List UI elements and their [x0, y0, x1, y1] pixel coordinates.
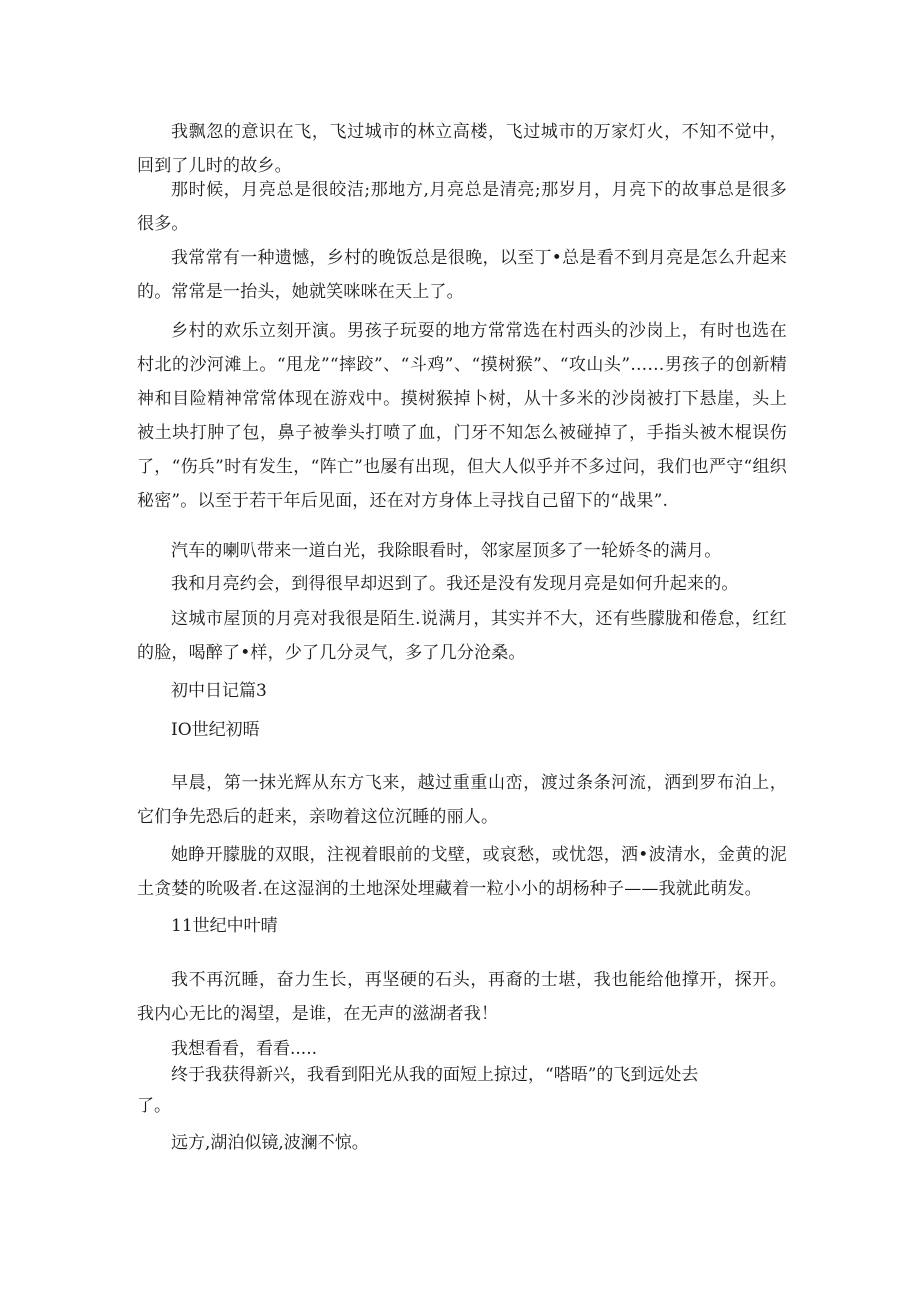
section-1-title: IO世纪初晤 — [171, 720, 260, 740]
paragraph-1: 我飘忽的意识在飞，飞过城市的林立高楼，飞过城市的万家灯火，不知不觉中，回到了儿时的故乡。 — [137, 122, 787, 176]
line-continuation: 了。 — [137, 1096, 171, 1116]
paragraph-3: 我常常有一种遗憾，乡村的晚饭总是很晚，以至丁•总是看不到月亮是怎么升起来的。常常是一抬头，她就笑咪咪在天上了。 — [137, 248, 787, 302]
paragraph-4: 乡村的欢乐立刻开演。男孩子玩耍的地方常常选在村西头的沙岗上，有时也选在村北的沙河滩上。“甩龙”“摔跤”、“斗鸡”、“摸树猴”、“攻山头”……男孩子的创新精神和目险精神常常体现在游戏中。摸树猴掉卜树，从十多米的沙岗被打下悬崖，头上被土块打肿了包，鼻子被拳头打喷了血，门牙不知怎么被碰掉了，手指头被木棍误伤了，“伤兵”时有发生，“阵亡”也屡有出现，但大人似乎并不多过问，我们也严守“组织秘密”。以至于若干年后见面，还在对方身体上寻找自己留下的“战果”. — [137, 321, 787, 511]
paragraph-7: 这城市屋顶的月亮对我很是陌生.说满月，其实并不大，还有些朦胧和倦怠，红红的脸，喝醉了•样，少了几分灵气，多了几分沧桑。 — [137, 609, 787, 663]
diary-title: 初中日记篇3 — [171, 681, 267, 701]
paragraph-6: 我和月亮约会，到得很早却迟到了。我还是没有发现月亮是如何升起来的。 — [171, 574, 739, 594]
paragraph-2: 那时候，月亮总是很皎洁;那地方,月亮总是清亮;那岁月，月亮下的故事总是很多很多。 — [137, 180, 787, 234]
section-1-paragraph-1: 早晨，第一抹光辉从东方飞来，越过重重山峦，渡过条条河流，洒到罗布泊上，它们争先恐后的赶来，亲吻着这位沉睡的丽人。 — [137, 773, 787, 827]
section-1-paragraph-2: 她睁开朦胧的双眼，注视着眼前的戈壁，或哀愁，或忧怨，洒•波清水，金黄的泥土贪婪的吮吸者.在这湿润的土地深处埋藏着一粒小小的胡杨种子——我就此萌发。 — [137, 845, 787, 899]
line-sunlight: 终于我获得新兴，我看到阳光从我的面短上掠过，“嗒晤”的飞到远处去 — [171, 1065, 699, 1085]
line-look: 我想看看，看看..... — [171, 1039, 318, 1059]
line-distant-lake: 远方,湖泊似镜,波澜不惊。 — [171, 1133, 369, 1153]
section-2-paragraph-1: 我不再沉睡，奋力生长，再坚硬的石头，再裔的士堪，我也能给他撑开，探开。我内心无比的渴望，是谁，在无声的滋湖者我！ — [137, 970, 787, 1024]
section-2-title: 11世纪中叶晴 — [171, 916, 278, 936]
paragraph-5: 汽车的喇叭带来一道白光，我除眼看时，邻家屋顶多了一轮娇冬的满月。 — [171, 541, 722, 561]
